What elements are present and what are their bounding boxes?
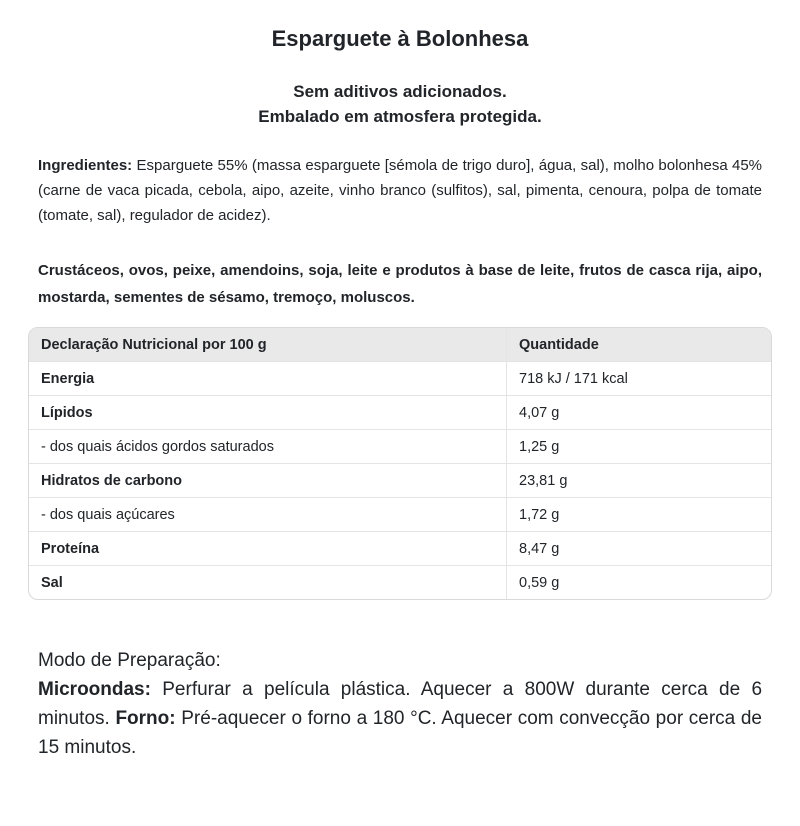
- nutrient-label: - dos quais ácidos gordos saturados: [29, 430, 507, 464]
- nutrient-label: Sal: [29, 566, 507, 600]
- header-declaration: Declaração Nutricional por 100 g: [29, 328, 507, 362]
- nutrient-label: Proteína: [29, 532, 507, 566]
- nutrition-table: [29, 328, 771, 599]
- preparation-section: [38, 646, 762, 762]
- preparation-instructions: [38, 675, 762, 762]
- oven-text: Pré-aquecer o forno a 180 °C. Aquecer com convecção por cerca de 15 minutos.: [38, 708, 763, 758]
- nutrient-value: 4,07 g: [507, 396, 772, 430]
- table-row: [29, 464, 771, 498]
- microwave-text: Perfurar a película plástica. Aquecer a 800W durante cerca de 6 minutos.: [38, 679, 763, 729]
- allergens-paragraph: Crustáceos, ovos, peixe, amendoins, soja, leite e produtos à base de leite, frutos de casca rija, aipo, mostarda, sementes de sésamo, tremoço, moluscos.: [38, 262, 762, 306]
- table-row: [29, 532, 771, 566]
- product-subtitle: [38, 79, 762, 129]
- nutrient-value: 1,25 g: [507, 430, 772, 464]
- page-title: Esparguete à Bolonhesa: [271, 26, 529, 51]
- table-row: [29, 566, 771, 600]
- table-header-row: [29, 328, 771, 362]
- nutrient-value: 23,81 g: [507, 464, 772, 498]
- nutrition-table-container: [28, 327, 772, 600]
- ingredients-text: Esparguete 55% (massa esparguete [sémola de trigo duro], água, sal), molho bolonhesa 45% (carne de vaca picada, cebola, aipo, azeite, vinho branco (sulfitos), sal, pimenta, cenoura, polpa de tomate (tomate, sal), regulador de acidez).: [38, 157, 762, 224]
- table-row: [29, 430, 771, 464]
- nutrient-label: Lípidos: [29, 396, 507, 430]
- subtitle-line-2: Embalado em atmosfera protegida.: [258, 107, 542, 126]
- nutrient-value: 8,47 g: [507, 532, 772, 566]
- preparation-heading: Modo de Preparação:: [38, 650, 221, 671]
- table-row: [29, 362, 771, 396]
- product-label-page: [0, 26, 800, 826]
- nutrient-label: - dos quais açúcares: [29, 498, 507, 532]
- subtitle-line-1: Sem aditivos adicionados.: [293, 82, 507, 101]
- nutrient-label: Hidratos de carbono: [29, 464, 507, 498]
- nutrient-value: 1,72 g: [507, 498, 772, 532]
- nutrient-value: 0,59 g: [507, 566, 772, 600]
- nutrient-value: 718 kJ / 171 kcal: [507, 362, 772, 396]
- header-quantity: Quantidade: [507, 328, 772, 362]
- table-row: [29, 396, 771, 430]
- microwave-label: Microondas:: [38, 679, 151, 700]
- table-row: [29, 498, 771, 532]
- ingredients-label: Ingredientes:: [38, 157, 133, 174]
- nutrient-label: Energia: [29, 362, 507, 396]
- oven-label: Forno:: [115, 708, 176, 729]
- ingredients-paragraph: [38, 153, 762, 228]
